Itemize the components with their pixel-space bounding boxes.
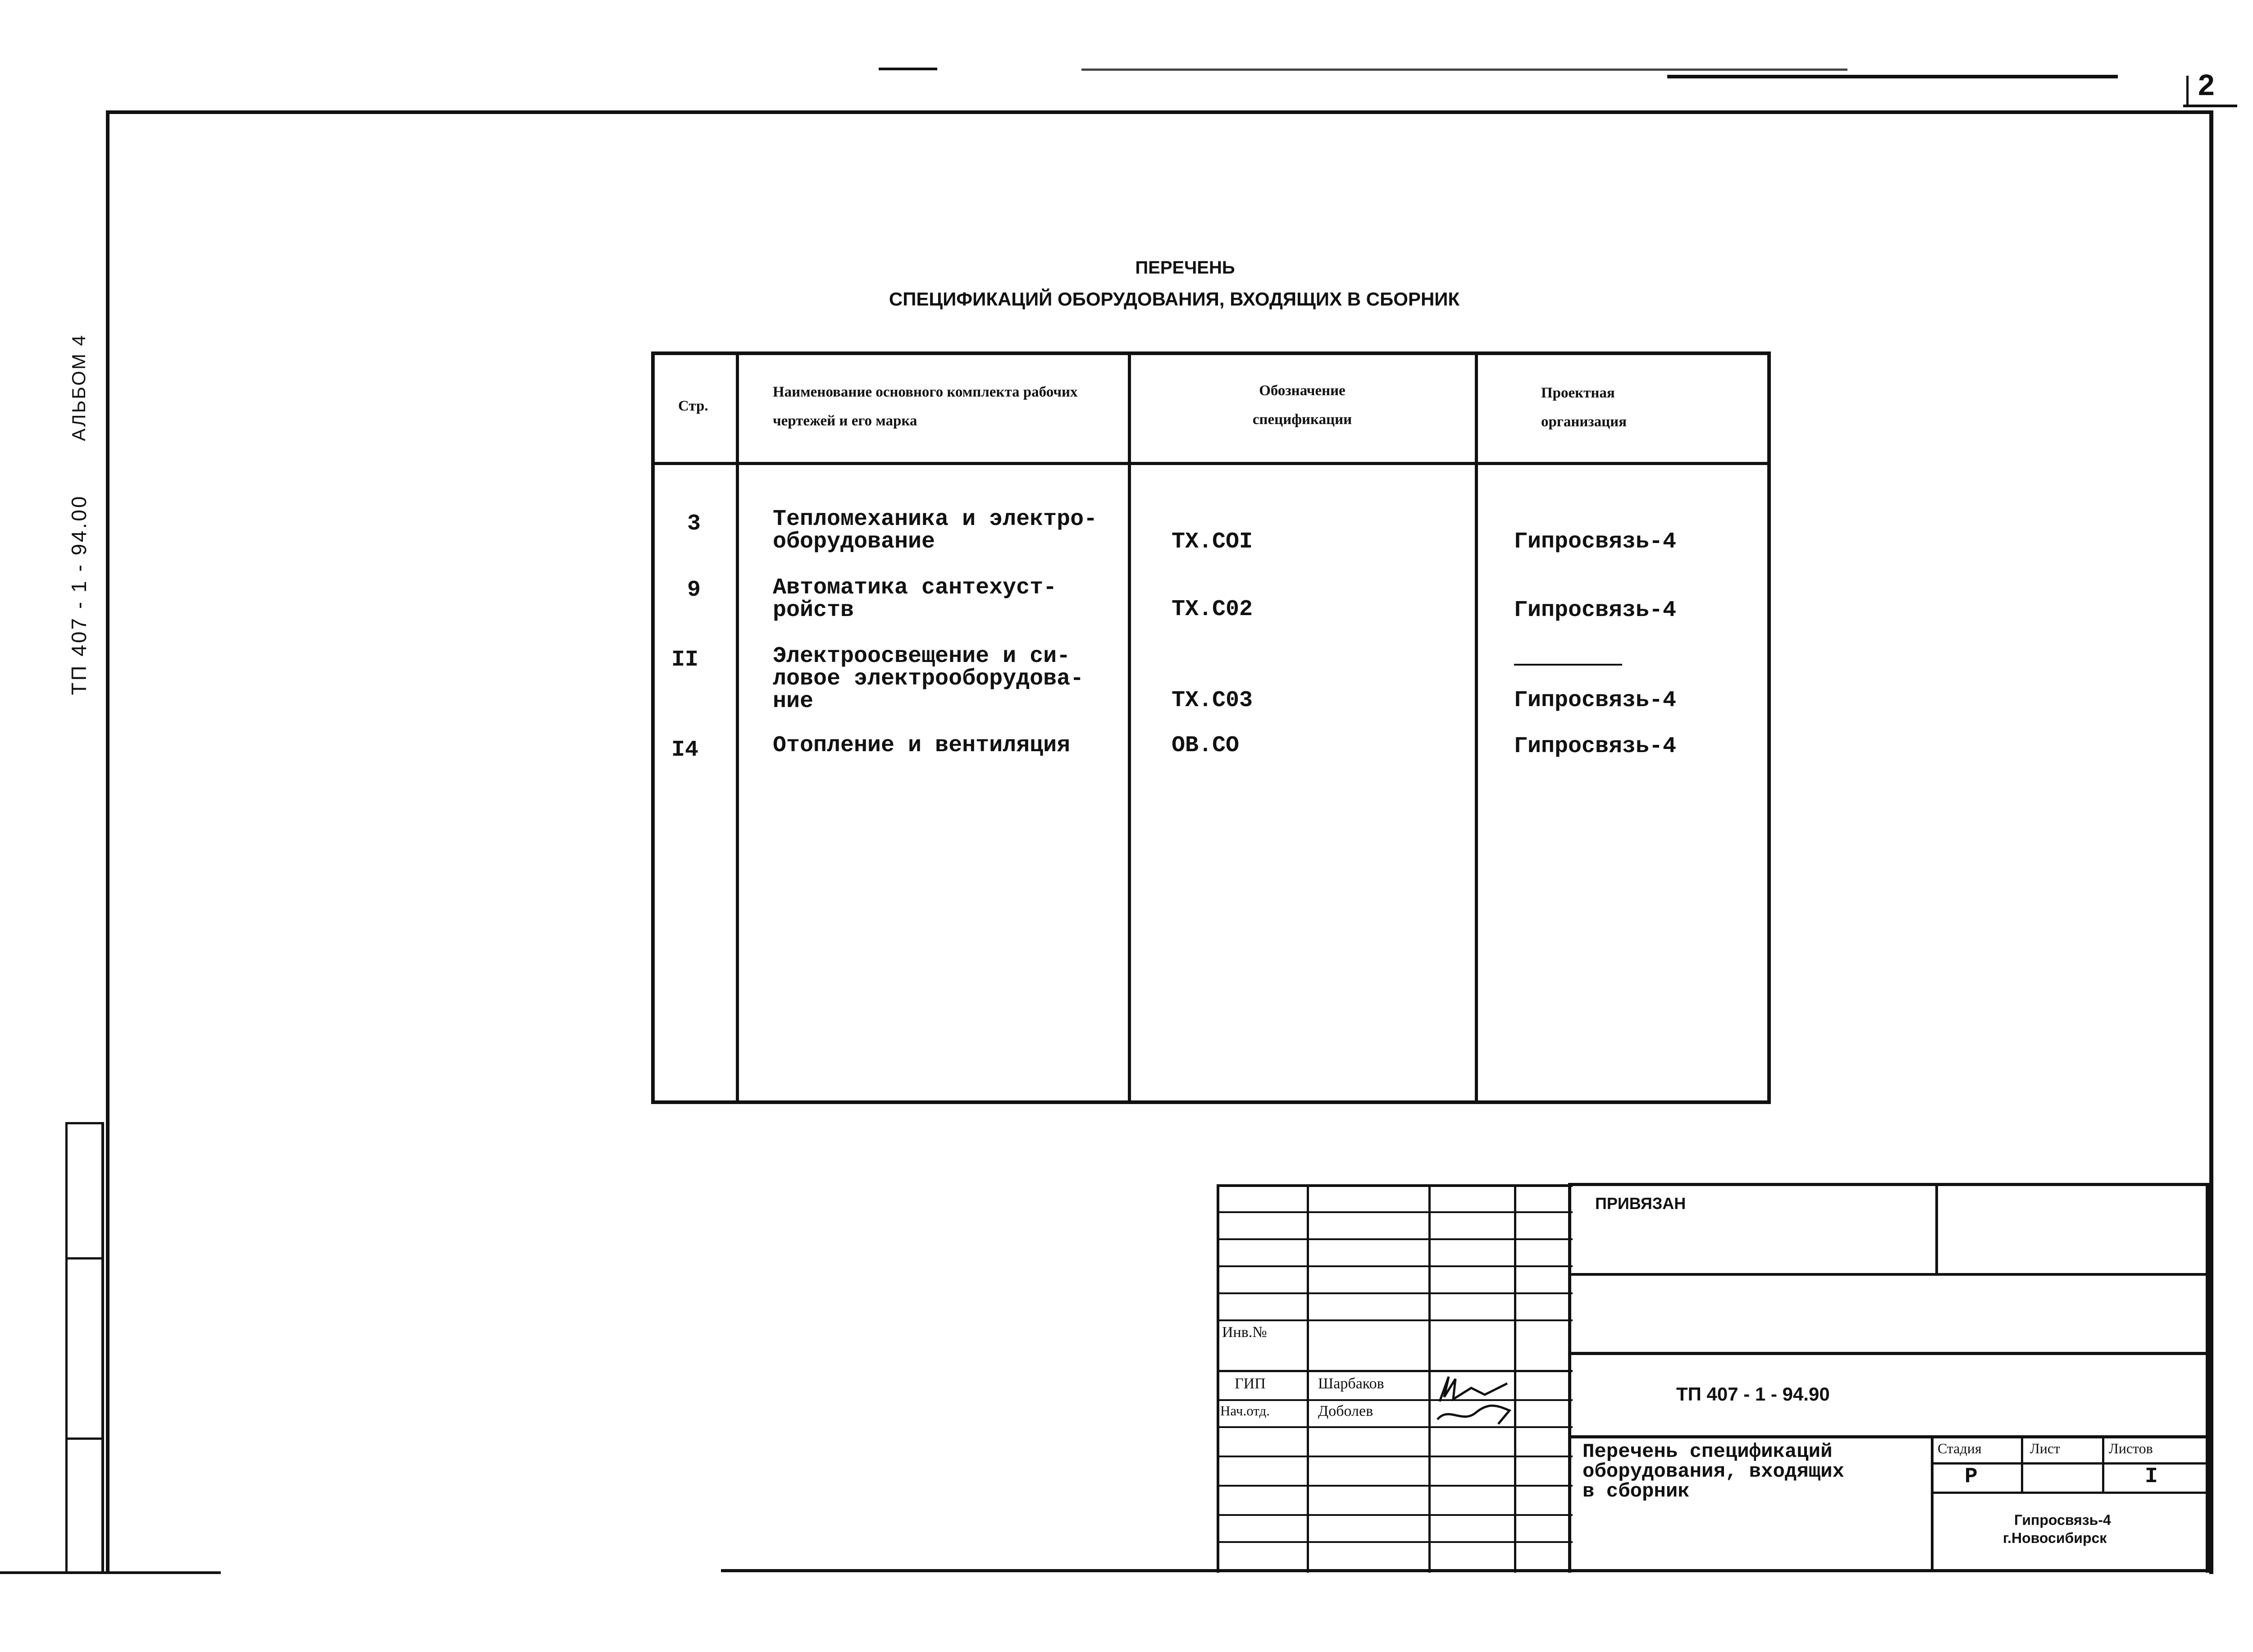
album-label: АЛЬБОМ 4 <box>68 334 89 441</box>
binding-strip-rule <box>65 1122 68 1573</box>
document-name: Перечень спецификаций оборудования, входящих в сборник <box>1583 1441 1844 1503</box>
header-designation: Обозначение спецификации <box>1252 383 1352 428</box>
scan-smudge <box>1081 68 1847 71</box>
title-block-rule <box>1568 1273 2212 1276</box>
row-organization: Гипросвязь-4 <box>1514 529 1677 555</box>
dept-head-name: Доболев <box>1318 1403 1373 1419</box>
frame-bottom-left-rule <box>0 1571 221 1574</box>
title-block-rule <box>1217 1292 1573 1294</box>
title-block-rule <box>1217 1426 1573 1428</box>
row-name: Электроосвещение и си- ловое электрооборудова- ние <box>773 643 1084 714</box>
title-block-rule <box>1217 1456 1573 1457</box>
stage-value: Р <box>1965 1465 1978 1489</box>
organization-city: г.Новосибирск <box>2003 1530 2107 1546</box>
title-block-rule <box>2102 1435 2104 1493</box>
row-page: 3 <box>687 511 701 537</box>
title-block-rule <box>2021 1435 2023 1493</box>
inv-number-label: Инв.№ <box>1222 1324 1267 1341</box>
title-block-rule <box>1217 1238 1573 1240</box>
title-block-rule <box>1217 1485 1573 1487</box>
binding-strip-rule <box>65 1438 104 1440</box>
row-organization: Гипросвязь-4 <box>1514 734 1677 759</box>
title-block-rule <box>1568 1352 2212 1355</box>
row-organization: Гипросвязь-4 <box>1514 598 1677 623</box>
title-block-rule <box>1568 1435 2212 1438</box>
table-header-rule <box>651 462 1771 465</box>
title-block-rule <box>1217 1541 1573 1543</box>
title-block-rule <box>1217 1211 1573 1213</box>
title-block-rule <box>1931 1492 2212 1494</box>
sheets-count-value: I <box>2145 1465 2158 1489</box>
row-name: Тепломеханика и электро- оборудование <box>773 507 1098 555</box>
title-block-rule <box>1217 1265 1573 1267</box>
title-block-rule <box>2206 1183 2210 1573</box>
sheet-label: Лист <box>2030 1440 2061 1456</box>
row-name: Отопление и вентиляция <box>773 733 1071 758</box>
title-line-1: ПЕРЕЧЕНЬ <box>1135 258 1235 278</box>
title-block-rule <box>1217 1370 1573 1372</box>
row-page: 9 <box>687 577 701 603</box>
table-column-rule <box>1128 351 1131 1104</box>
side-document-code: ТП 407 - 1 - 94.00 <box>67 494 91 695</box>
sheet-number-tick <box>2186 76 2189 105</box>
title-block-rule <box>1568 1183 2212 1186</box>
title-block-rule <box>1217 1514 1573 1516</box>
document-code: ТП 407 - 1 - 94.90 <box>1676 1383 1830 1405</box>
gip-label: ГИП <box>1235 1375 1266 1392</box>
table-column-rule <box>1475 351 1478 1104</box>
row-organization: Гипросвязь-4 <box>1514 688 1677 713</box>
sheets-count-label: Листов <box>2109 1440 2153 1456</box>
header-organization: Проектная организация <box>1541 385 1627 430</box>
sheet-number: 2 <box>2198 68 2215 101</box>
row-designation: ТХ.СОI <box>1172 529 1253 555</box>
dept-head-label: Нач.отд. <box>1220 1403 1270 1419</box>
header-name: Наименование основного комплекта рабочих чертежей и его марка <box>773 384 1078 429</box>
title-block-rule <box>1217 1184 1573 1187</box>
header-page: Стр. <box>678 398 708 414</box>
binding-strip-rule <box>65 1257 104 1260</box>
binding-strip-rule <box>65 1122 104 1124</box>
title-block-rule <box>1217 1399 1573 1401</box>
row-designation: ТХ.С02 <box>1172 597 1253 622</box>
title-block-rule <box>1935 1185 1938 1275</box>
frame-bottom-right-rule <box>721 1569 2212 1572</box>
row-designation: ТХ.С03 <box>1172 688 1253 713</box>
scan-smudge <box>1667 75 2118 78</box>
stage-label: Стадия <box>1938 1440 1982 1456</box>
row-page: I4 <box>671 737 699 763</box>
organization-name: Гипросвязь-4 <box>2014 1512 2111 1528</box>
title-block-rule <box>1931 1435 1934 1570</box>
row-divider-dash <box>1514 664 1622 666</box>
table-column-rule <box>736 351 739 1104</box>
scan-smudge <box>879 68 937 70</box>
row-page: II <box>671 647 699 673</box>
gip-name: Шарбаков <box>1318 1375 1384 1392</box>
sheet-number-rule <box>2183 105 2237 107</box>
row-name: Автоматика сантехуст- ройств <box>773 575 1057 623</box>
bound-label: ПРИВЯЗАН <box>1595 1194 1686 1213</box>
row-designation: ОВ.СО <box>1172 733 1240 758</box>
title-line-2: СПЕЦИФИКАЦИЙ ОБОРУДОВАНИЯ, ВХОДЯЩИХ В СБОРНИК <box>889 288 1460 310</box>
binding-strip-rule <box>101 1122 104 1573</box>
title-block-rule <box>1217 1319 1573 1321</box>
signature-mark <box>1431 1370 1516 1428</box>
